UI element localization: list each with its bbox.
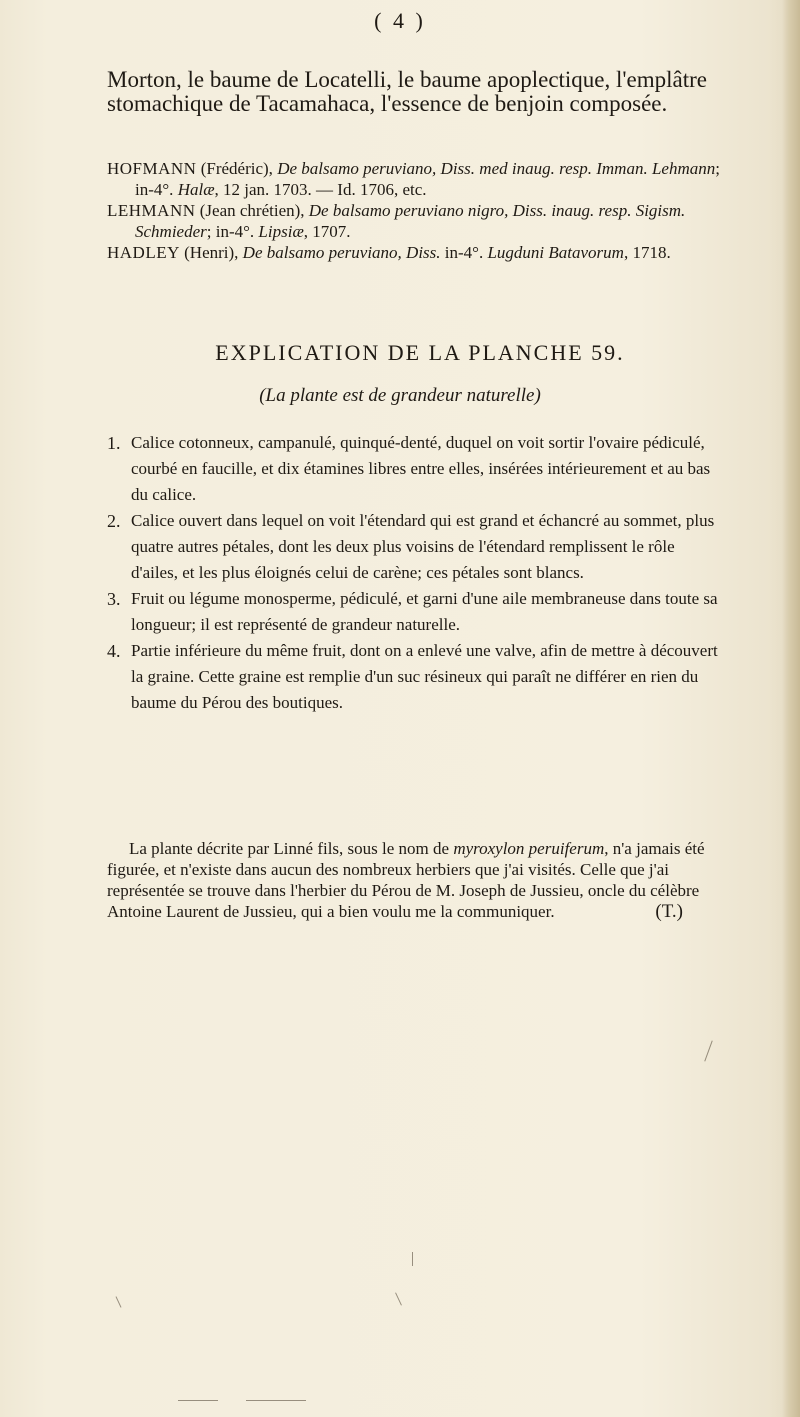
item-text: Partie inférieure du même fruit, dont on a enlevé une valve, afin de mettre à découvert la graine. Cette graine est remplie d'un suc résineux qui paraît ne différer en rien du baume du Pérou des boutiques. (131, 641, 718, 712)
intro-paragraph: Morton, le baume de Locatelli, le baume apoplectique, l'emplâtre stomachique de Tacamahaca, l'essence de benjoin composée. (107, 67, 707, 116)
reference-given-name: (Jean chrétien), (199, 201, 309, 220)
species-name: myroxylon peruiferum (453, 839, 605, 858)
scan-mark (704, 1040, 712, 1061)
page-number: ( 4 ) (374, 8, 426, 33)
reference-author: LEHMANN (107, 201, 196, 220)
reference-place: Halæ (177, 180, 215, 199)
page-edge-shadow (782, 0, 800, 1417)
list-item (107, 638, 721, 716)
reference-author: HOFMANN (107, 159, 197, 178)
scan-mark (246, 1400, 306, 1401)
reference-tail: , 1718. (623, 243, 671, 262)
reference-details: ; in-4°. (206, 222, 259, 241)
reference-given-name: (Henri), (184, 243, 243, 262)
reference-entry (107, 158, 723, 200)
item-text: Fruit ou légume monosperme, pédiculé, et garni d'une aile membraneuse dans toute sa longueur; il est représenté de grandeur naturelle. (131, 589, 718, 634)
item-text: Calice ouvert dans lequel on voit l'étendard qui est grand et échancré au sommet, plus quatre autres pétales, dont les deux plus voisins de l'étendard remplissent le rôle d'ailes, et les plus éloignés celui de carène; ces pétales sont blancs. (131, 511, 715, 582)
reference-place: Lugduni Batavorum (487, 243, 624, 262)
reference-place: Lipsiæ (258, 222, 304, 241)
reference-author: HADLEY (107, 243, 180, 262)
closing-text: , n'a jamais été figurée, et n'existe dans aucun des nombreux herbiers que j'ai visités. Celle que j'ai représentée se trouve dans l'herbier du Pérou de M. Joseph de Jussieu, oncle du célèbre Antoine Laurent de Jussieu, qui a bien voulu me la communiquer. (107, 839, 705, 921)
scan-mark (178, 1400, 218, 1401)
scan-mark (395, 1292, 402, 1305)
section-heading: EXPLICATION DE LA PLANCHE 59. (215, 340, 625, 365)
reference-given-name: (Frédéric), (200, 159, 278, 178)
reference-tail: , 12 jan. 1703. — Id. 1706, etc. (214, 180, 427, 199)
reference-title: De balsamo peruviano nigro, Diss. inaug. resp. Sigism. Schmieder (135, 201, 686, 241)
item-number: 3. (107, 589, 121, 609)
reference-title: De balsamo peruviano, Diss. med inaug. resp. Imman. Lehmann (277, 159, 716, 178)
list-item (107, 586, 721, 638)
reference-details: ; in-4°. (135, 159, 720, 199)
section-subtitle: (La plante est de grandeur naturelle) (259, 385, 541, 406)
plate-explanation-list (107, 430, 721, 716)
scan-mark (116, 1296, 122, 1307)
item-number: 4. (107, 641, 121, 661)
references-list (107, 158, 723, 263)
item-number: 1. (107, 433, 121, 453)
reference-entry (107, 242, 723, 263)
reference-entry (107, 200, 723, 242)
scan-mark (412, 1252, 413, 1266)
reference-details: in-4°. (440, 243, 488, 262)
closing-lead: La plante décrite par Linné fils, sous le nom de (129, 839, 454, 858)
list-item (107, 508, 721, 586)
item-number: 2. (107, 511, 121, 531)
reference-title: De balsamo peruviano, Diss. (242, 243, 441, 262)
item-text: Calice cotonneux, campanulé, quinqué-denté, duquel on voit sortir l'ovaire pédiculé, courbé en faucille, et dix étamines libres entre elles, insérées intérieurement et au bas du calice. (131, 433, 711, 504)
author-signature: (T.) (655, 901, 683, 922)
list-item (107, 430, 721, 508)
closing-paragraph (107, 838, 723, 922)
reference-tail: , 1707. (303, 222, 351, 241)
